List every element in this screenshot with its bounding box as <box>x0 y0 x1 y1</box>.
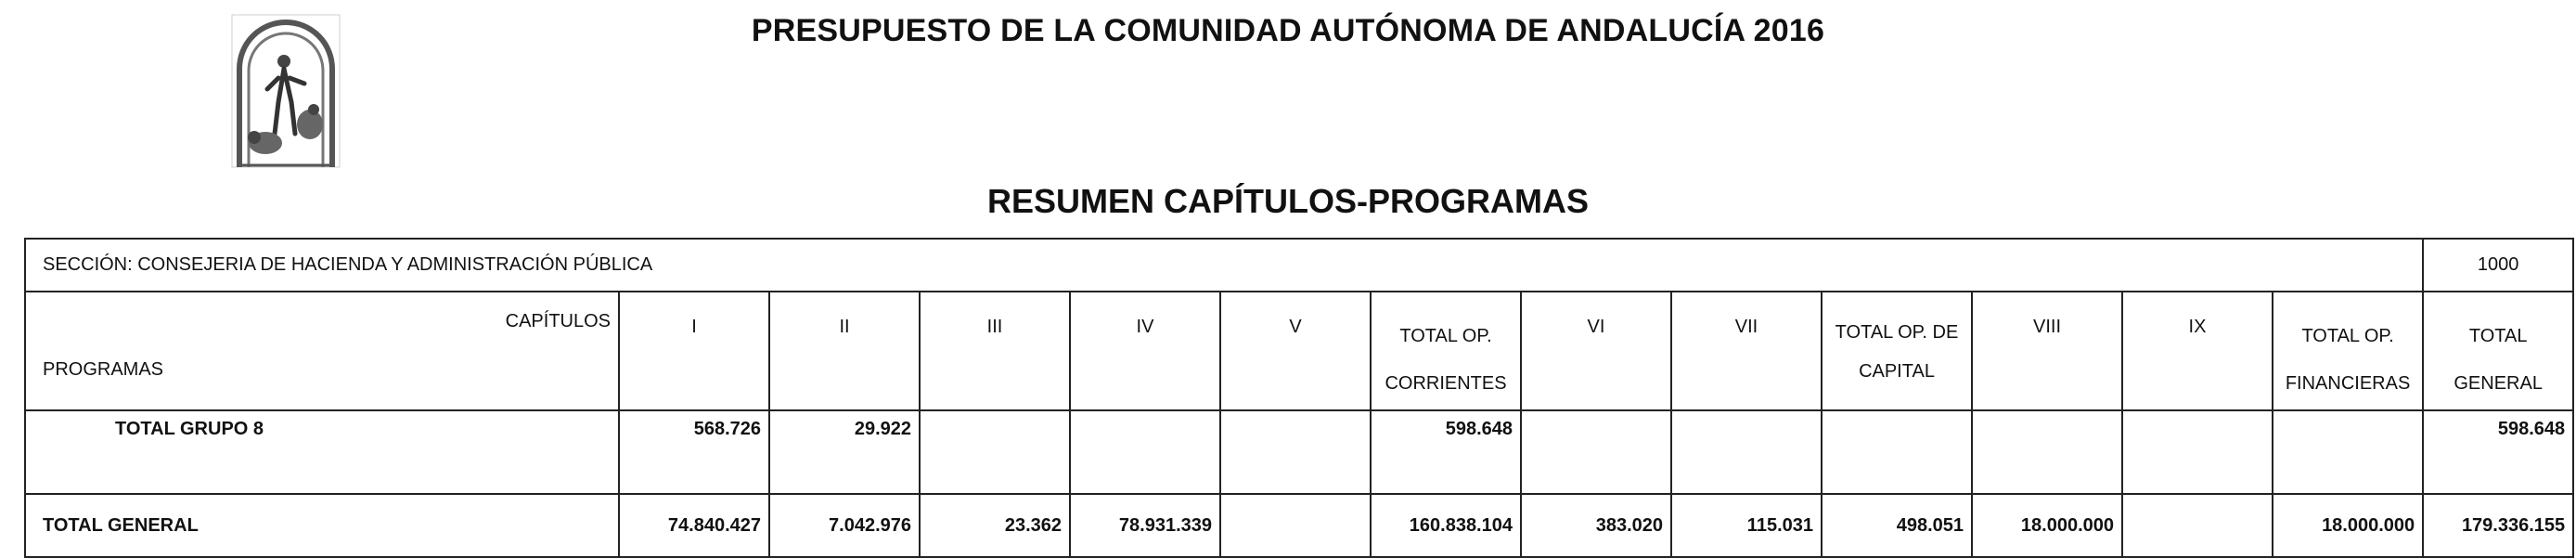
col-header-vii: VII <box>1671 292 1822 410</box>
section-row <box>25 239 2573 292</box>
cell-i: 74.840.427 <box>619 494 769 557</box>
cell-ii: 29.922 <box>769 410 920 494</box>
programas-label: PROGRAMAS <box>43 359 164 380</box>
section-code: 1000 <box>2423 239 2573 292</box>
col-header-ix: IX <box>2122 292 2273 410</box>
col-header-total-op-capital-line1: TOTAL OP. DE <box>1835 322 1959 343</box>
row-label: TOTAL GENERAL <box>25 494 619 557</box>
cell-vii: 115.031 <box>1671 494 1822 557</box>
cell-v <box>1220 410 1371 494</box>
table-row-total-grupo-8 <box>25 410 2573 494</box>
cell-total-op-corrientes: 598.648 <box>1371 410 1521 494</box>
cell-viii <box>1972 410 2122 494</box>
col-header-total-op-financieras <box>2273 292 2423 410</box>
page-title: PRESUPUESTO DE LA COMUNIDAD AUTÓNOMA DE ANDALUCÍA 2016 <box>751 13 1825 48</box>
cell-v <box>1220 494 1371 557</box>
cell-vi <box>1521 410 1671 494</box>
cell-total-op-corrientes: 160.838.104 <box>1371 494 1521 557</box>
cell-ix <box>2122 494 2273 557</box>
col-header-total-general-line2: GENERAL <box>2454 373 2543 394</box>
cell-total-general: 179.336.155 <box>2423 494 2573 557</box>
cell-total-op-financieras <box>2273 410 2423 494</box>
cell-viii: 18.000.000 <box>1972 494 2122 557</box>
cell-iii <box>920 410 1070 494</box>
col-header-total-general-line1: TOTAL <box>2468 326 2528 346</box>
cell-vi: 383.020 <box>1521 494 1671 557</box>
cell-vii <box>1671 410 1822 494</box>
row-label: TOTAL GRUPO 8 <box>25 410 619 494</box>
cell-total-general: 598.648 <box>2423 410 2573 494</box>
section-label: SECCIÓN: CONSEJERIA DE HACIENDA Y ADMINISTRACIÓN PÚBLICA <box>25 239 2423 292</box>
col-header-v: V <box>1220 292 1371 410</box>
col-header-i: I <box>619 292 769 410</box>
col-header-total-op-financieras-line1: TOTAL OP. <box>2301 326 2394 346</box>
col-header-total-op-financieras-line2: FINANCIERAS <box>2285 373 2411 394</box>
cell-iv <box>1070 410 1220 494</box>
cell-iv: 78.931.339 <box>1070 494 1220 557</box>
header-programas-cell <box>25 292 619 410</box>
cell-ii: 7.042.976 <box>769 494 920 557</box>
cell-i: 568.726 <box>619 410 769 494</box>
cell-total-op-capital <box>1822 410 1972 494</box>
col-header-total-general <box>2423 292 2573 410</box>
col-header-total-op-capital-line2: CAPITAL <box>1859 361 1935 382</box>
col-header-iv: IV <box>1070 292 1220 410</box>
col-header-total-op-corrientes-line1: TOTAL OP. <box>1399 326 1492 346</box>
col-header-vi: VI <box>1521 292 1671 410</box>
col-header-viii: VIII <box>1972 292 2122 410</box>
col-header-total-op-corrientes <box>1371 292 1521 410</box>
col-header-total-op-capital <box>1822 292 1972 410</box>
cell-ix <box>2122 410 2273 494</box>
report-subtitle: RESUMEN CAPÍTULOS-PROGRAMAS <box>986 182 1590 220</box>
cell-total-op-capital: 498.051 <box>1822 494 1972 557</box>
table-row-total-general <box>25 494 2573 557</box>
summary-table <box>24 238 2574 558</box>
col-header-ii: II <box>769 292 920 410</box>
cell-total-op-financieras: 18.000.000 <box>2273 494 2423 557</box>
col-header-total-op-corrientes-line2: CORRIENTES <box>1385 373 1507 394</box>
col-header-iii: III <box>920 292 1070 410</box>
cell-iii: 23.362 <box>920 494 1070 557</box>
header-row <box>25 292 2573 410</box>
capitulos-label: CAPÍTULOS <box>505 311 611 331</box>
